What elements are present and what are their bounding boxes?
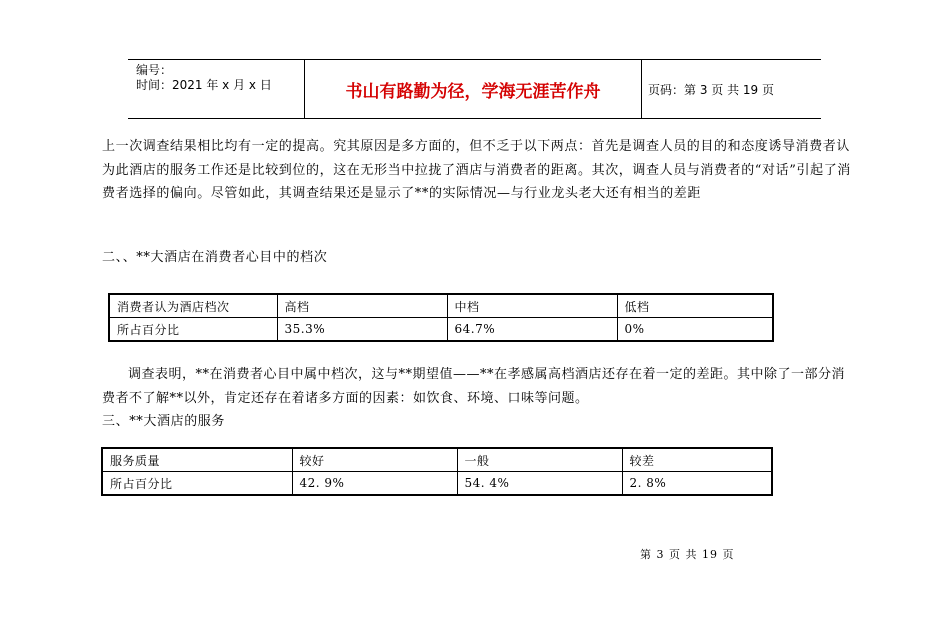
body-paragraph-2: 调查表明，**在消费者心目中属中档次，这与**期望值——**在孝感属高档酒店还存在着一定的差距。其中除了一部分消费者不了解**以外，肯定还存在着诸多方面的因素：如饮食、环境、口味等问题。 — [102, 367, 846, 406]
table-cell: 0% — [617, 318, 773, 342]
header-meta-cell — [128, 60, 305, 119]
motto-text: 书山有路勤为径，学海无涯苦作舟 — [345, 81, 601, 102]
number-label: 编号： — [136, 63, 173, 77]
document-header — [128, 59, 821, 119]
table-cell: 所占百分比 — [102, 472, 292, 496]
page-label: 页码：第 3 页 共 19 页 — [648, 82, 774, 97]
motto-cell — [305, 60, 642, 119]
table-cell: 2. 8% — [622, 472, 772, 496]
table-cell: 消费者认为酒店档次 — [109, 294, 277, 318]
table-cell: 高档 — [277, 294, 447, 318]
table-cell: 42. 9% — [292, 472, 457, 496]
table-header-row — [109, 294, 773, 318]
table-row — [102, 472, 772, 496]
table-cell: 所占百分比 — [109, 318, 277, 342]
grade-table — [108, 293, 774, 342]
table-cell: 中档 — [447, 294, 617, 318]
table-cell: 较好 — [292, 448, 457, 472]
service-table — [101, 447, 773, 496]
page-label-cell — [642, 60, 822, 119]
table-header-row — [102, 448, 772, 472]
table-cell: 35.3% — [277, 318, 447, 342]
table-row — [109, 318, 773, 342]
table-cell: 低档 — [617, 294, 773, 318]
table-cell: 54. 4% — [457, 472, 622, 496]
section-3-heading: 三、**大酒店的服务 — [102, 414, 226, 429]
table-cell: 64.7% — [447, 318, 617, 342]
table-cell: 较差 — [622, 448, 772, 472]
table-cell: 一般 — [457, 448, 622, 472]
section-2-heading: 二、、**大酒店在消费者心目中的档次 — [102, 250, 328, 265]
body-paragraph-1: 上一次调查结果相比均有一定的提高。究其原因是多方面的，但不乏于以下两点：首先是调查人员的目的和态度诱导消费者认为此酒店的服务工作还是比较到位的，这在无形当中拉拢了酒店与消费者的距离。其次，调查人员与消费者的“对话”引起了消费者选择的偏向。尽管如此，其调查结果还是显示了**的实际情况—与行业龙头老大还有相当的差距 — [102, 139, 851, 202]
table-cell: 服务质量 — [102, 448, 292, 472]
time-label: 时间：2021 年 x 月 x 日 — [136, 78, 272, 92]
page-footer: 第 3 页 共 19 页 — [640, 548, 735, 561]
